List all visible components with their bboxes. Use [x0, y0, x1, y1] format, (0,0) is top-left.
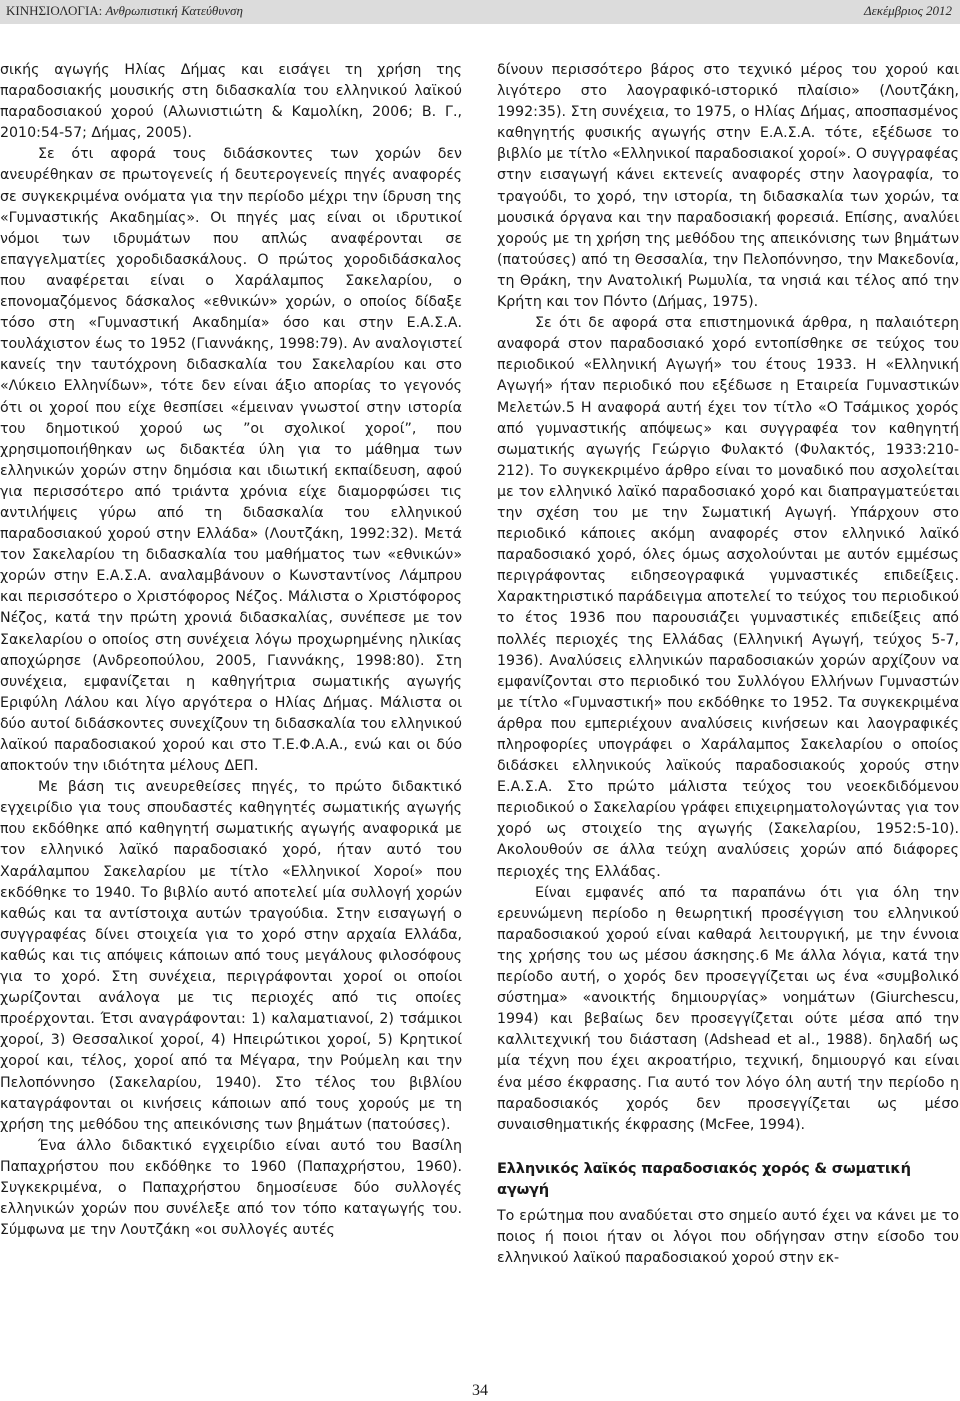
- journal-name: ΚΙΝΗΣΙΟΛΟΓΙΑ:: [6, 3, 103, 18]
- page-number: 34: [472, 1382, 488, 1399]
- paragraph: Σε ότι αφορά τους διδάσκοντες των χορών δεν ανευρέθηκαν σε πρωτογενείς ή δευτερογενείς πηγές αναφορές σε συγκεκριμένα ονόματα για την περίοδο μέχρι την ίδρυση της «Γυμναστικής Ακαδημίας». Οι πηγές μας είναι οι ιδρυτικοί νόμοι των ιδρυμάτων που απλώς αναφέρονται σε επαγγελματίες χοροδιδασκάλους. Ο πρώτος χοροδιδάσκαλος που αναφέρεται είναι ο Χαράλαμπος Σακελαρίου, ο επονομαζόμενος δάσκαλος «εθνικών» χορών, ο οποίος δίδαξε τόσο στη «Γυμναστική Ακαδημία» όσο και στην Ε.Α.Σ.Α. τουλάχιστον έως το 1952 (Γιαννάκης, 1998:79). Αν αναλογιστεί κανείς την ταυτόχρονη διδασκαλία του Σακελαρίου και στο «Λύκειο Ελληνίδων», τότε δεν είναι άξιο απορίας το γεγονός ότι οι χοροί που είχε θεσπίσει «έμειναν γνωστοί στην ιστορία του δημοτικού χορού ως ”οι σχολικοί χοροί”, που χρησιμοποιήθηκαν ως διδακτέα ύλη για το μάθημα των ελληνικών χορών στην δημόσια και ιδιωτική εκπαίδευση, αφού για περισσότερο από τριάντα χρόνια είχε διαμορφώσει τις αντιλήψεις γύρω από τη διδασκαλία του ελληνικού παραδοσιακού χορού στην Ελλάδα» (Λουτζάκη, 1992:32). Μετά τον Σακελαρίου τη διδασκαλία του μαθήματος των «εθνικών» χορών στην Ε.Α.Σ.Α. αναλαμβάνουν ο Κωνσταντίνος Λάμπρου και περισσότερο ο Χριστόφορος Νέζος. Μάλιστα ο Χριστόφορος Νέζος, κατά την πρώτη χρονιά διδασκαλίας, συνέπεσε με τον Σακελαρίου ο οποίος στη συνέχεια λόγω προχωρημένης ηλικίας αποχώρησε (Ανδρεοπούλου, 2005, Γιαννάκης, 1998:80). Στη συνέχεια, εμφανίζεται η καθηγήτρια σωματικής αγωγής Εριφύλη Λάλου και λίγο αργότερα ο Ηλίας Δήμας. Μάλιστα οι δύο αυτοί διδάσκοντες συνεχίζουν τη διδασκαλία του ελληνικού λαϊκού παραδοσιακού χορού και στο Τ.Ε.Φ.Α.Α., ενώ και οι δύο αποκτούν την ιδιότητα μέλους ΔΕΠ.: [0, 146, 462, 775]
- issue-date: Δεκέμβριος 2012: [864, 3, 952, 18]
- section-heading: Ελληνικός λαϊκός παραδοσιακός χορός & σωματική αγωγή: [497, 1159, 911, 1198]
- paragraph: Ένα άλλο διδακτικό εγχειρίδιο είναι αυτό του Βασίλη Παπαχρήστου που εκδόθηκε το 1960 (Παπαχρήστου, 1960). Συγκεκριμένα, ο Παπαχρήστου δημοσίευσε δύο συλλογές ελληνικών χορών που συνέλεξε από τον τόπο καταγωγής του. Σύμφωνα με την Λουτζάκη «οι συλλογές αυτές: [0, 1137, 462, 1239]
- paragraph: Είναι εμφανές από τα παραπάνω ότι για όλη την ερευνώμενη περίοδο η θεωρητική προσέγγιση του ελληνικού παραδοσιακού χορού είναι καθαρά λειτουργική, με την έννοια της χρήσης του ως μέσου άσκησης.6 Με άλλα λόγια, κατά την περίοδο αυτή, ο χορός δεν προσεγγίζεται ως ένα «συμβολικό σύστημα» «ανοικτής δημιουργίας» νοημάτων (Giurchescu, 1994) και βεβαίως δεν προσεγγίζεται ούτε μέσα από την καλλιτεχνική του διάσταση (Adshead et al., 1988). δηλαδή ως μία τέχνη που έχει ακροατήριο, τεχνική, δημιουργό και είναι ένα μέσο έκφρασης. Για αυτό τον λόγο όλη αυτή την περίοδο η παραδοσιακός χορός δεν προσεγγίζεται ως μέσο συναισθηματικής έκφρασης (McFee, 1994).: [497, 884, 959, 1133]
- paragraph: Με βάση τις ανευρεθείσες πηγές, το πρώτο διδακτικό εγχειρίδιο για τους σπουδαστές καθηγητές σωματικής αγωγής που εκδόθηκε από καθηγητή σωματικής αγωγής αναφορικά με τον ελληνικό λαϊκό παραδοσιακό χορό, ήταν αυτό του Χαράλαμπου Σακελαρίου με τίτλο «Ελληνικοί Χοροί» που εκδόθηκε το 1940. Το βιβλίο αυτό αποτελεί μία συλλογή χορών καθώς και τα αντίστοιχα αυτών τραγούδια. Στην εισαγωγή ο συγγραφέας δίνει στοιχεία για το χορό στην αρχαία Ελλάδα, καθώς και τις απόψεις κάποιων από τους μεγάλους φιλοσόφους για το χορό. Στη συνέχεια, περιγράφονται χοροί οι οποίοι χωρίζονται ανάλογα με τις περιοχές από τις οποίες προέρχονται. Έτσι αναγράφονται: 1) καλαματιανοί, 2) τσάμικοι χοροί, 3) Θεσσαλικοί χοροί, 4) Ηπειρώτικοι χοροί, 5) Κρητικοί χοροί και, τέλος, χοροί από τα Μέγαρα, την Ρούμελη και την Πελοπόννησο (Σακελαρίου, 1940). Στο τέλος του βιβλίου καταγράφονται οι κινήσεις κάποιων από τους χορούς με τη χρήση της μεθόδου της απεικόνισης των βημάτων (πατούσες).: [0, 779, 462, 1133]
- paragraph: Το ερώτημα που αναδύεται στο σημείο αυτό έχει να κάνει με το ποιος ή ποιοι ήταν οι λόγοι που οδήγησαν στην είσοδο του ελληνικού λαϊκού παραδοσιακού χορού στην εκ-: [497, 1207, 959, 1267]
- paragraph: Σε ότι δε αφορά στα επιστημονικά άρθρα, η παλαιότερη αναφορά στον παραδοσιακό χορό εντοπίσθηκε σε τεύχος του περιοδικού «Ελληνική Αγωγή» του έτους 1933. Η «Ελληνική Αγωγή» ήταν περιοδικό που εξέδωσε η Εταιρεία Γυμναστικών Μελετών.5 Η αναφορά αυτή έχει τον τίτλο «Ο Τσάμικος χορός από γυμναστικής απόψεως» και συγγραφέα τον καθηγητή σωματικής αγωγής Γεώργιο Φυλακτό (Φυλακτός, 1933:210-212). Το συγκεκριμένο άρθρο είναι το μοναδικό που ασχολείται με τον ελληνικό λαϊκό παραδοσιακό χορό και διαπραγματεύεται την σχέση του με την Σωματική Αγωγή. Υπάρχουν στο περιοδικό κάποιες ακόμη αναφορές στον ελληνικό λαϊκό παραδοσιακό χορό, όλες όμως ασχολούνται με αυτόν εμμέσως περιγράφοντας ειδησεογραφικά γυμναστικές επιδείξεις. Χαρακτηριστικό παράδειγμα αποτελεί το τεύχος του περιοδικού το έτος 1936 που παρουσιάζει γυμναστικές επιδείξεις από πολλές περιοχές της Ελλάδας (Ελληνική Αγωγή, τεύχος 5-7, 1936). Αναλύσεις ελληνικών παραδοσιακών χορών αρχίζουν να εμφανίζονται στο περιοδικό του Συλλόγου Ελλήνων Γυμναστών με τίτλο «Γυμναστική» που εκδόθηκε το 1952. Τα συγκεκριμένα άρθρα που εμπεριέχουν αναλύσεις κινήσεων και λαογραφικές πληροφορίες υπογράφει ο Χαράλαμπος Σακελαρίου ο οποίος διδάσκει ελληνικούς λαϊκούς παραδοσιακούς χορούς στην Ε.Α.Σ.Α. Στο πρώτο μάλιστα τεύχος του νεοεκδιδόμενου περιοδικού ο Σακελαρίου γράφει επιχειρηματολογώντας για τον χορό ως στοιχείο της αγωγής (Σακελαρίου, 1952:5-10). Ακολουθούν σε άλλα τεύχη αναλύσεις χορών από διάφορες περιοχές της Ελλάδας.: [497, 315, 959, 880]
- paragraph: δίνουν περισσότερο βάρος στο τεχνικό μέρος του χορού και λιγότερο στο λαογραφικό-ιστορικό πλαίσιο» (Λουτζάκη, 1992:35). Στη συνέχεια, το 1975, ο Ηλίας Δήμας, αποσπασμένος καθηγητής φυσικής αγωγής στην Ε.Α.Σ.Α. τότε, εξέδωσε το βιβλίο με τίτλο «Ελληνικοί παραδοσιακοί χοροί». Ο συγγραφέας στην εισαγωγή κάνει εκτενείς αναφορές στην λαογραφία, το τραγούδι, το χορό, την ιστορία, τη διδασκαλία των χορών, τα μουσικά όργανα και την παραδοσιακή φορεσιά. Επίσης, αναλύει χορούς με τη χρήση της μεθόδου της απεικόνισης των βημάτων (πατούσες) από τη Θεσσαλία, την Πελοπόννησο, την Μακεδονία, τη Θράκη, την Ανατολική Ρωμυλία, τα νησιά και τέλος από την Κρήτη και τον Πόντο (Δήμας, 1975).: [497, 62, 959, 311]
- journal-subtitle: Ανθρωπιστική Κατεύθυνση: [105, 3, 243, 18]
- journal-title: [6, 3, 243, 19]
- paragraph: σικής αγωγής Ηλίας Δήμας και εισάγει τη χρήση της παραδοσιακής μουσικής στη διδασκαλία του ελληνικού λαϊκού παραδοσιακού χορού (Αλωνιστιώτη & Καμολίκη, 2006; Β. Γ., 2010:54-57; Δήμας, 2005).: [0, 62, 462, 142]
- right-column: [497, 60, 959, 1269]
- running-head: [0, 0, 960, 24]
- left-column: [0, 60, 462, 1241]
